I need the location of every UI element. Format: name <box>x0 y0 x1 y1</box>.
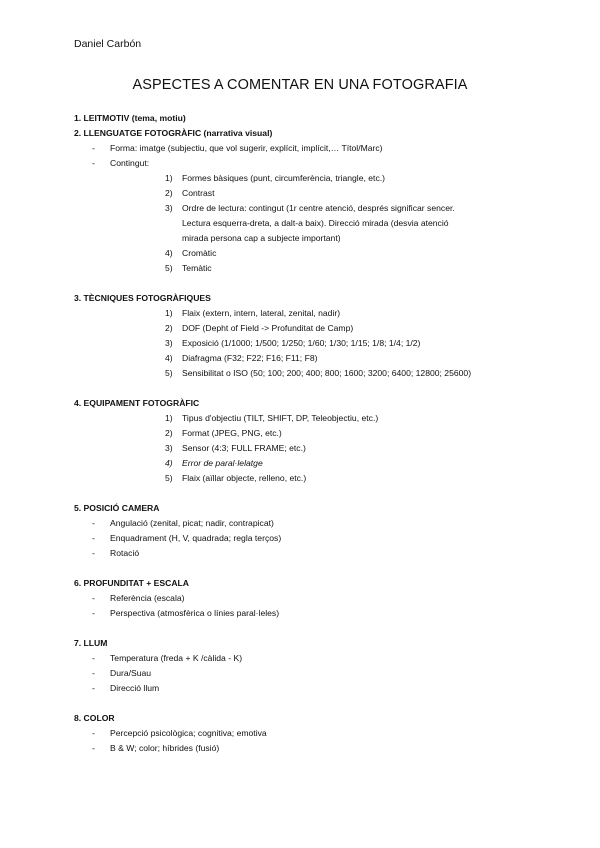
list-item: - B & W; color; híbrides (fusió) <box>92 743 220 753</box>
list-item: - Forma: imatge (subjectiu, que vol sugerir, explícit, implícit,… Títol/Marc) <box>92 143 383 153</box>
numbered-item: 5) Flaix (aïllar objecte, relleno, etc.) <box>165 473 307 483</box>
numbered-item: 3) Exposició (1/1000; 1/500; 1/250; 1/60; 1/30; 1/15; 1/8; 1/4; 1/2) <box>165 338 421 348</box>
document-body <box>74 111 544 756</box>
section-heading-color: 8. COLOR <box>74 713 115 723</box>
list-item: - Temperatura (freda + K /càlida - K) <box>92 653 243 663</box>
list-item: - Dura/Suau <box>92 668 152 678</box>
numbered-item-continuation: Lectura esquerra-dreta, a dalt-a baix). Direcció mirada (desvia atenció <box>182 218 449 228</box>
list-item: - Enquadrament (H, V, quadrada; regla terços) <box>92 533 282 543</box>
numbered-item: 2) DOF (Depht of Field -> Profunditat de Camp) <box>165 323 354 333</box>
numbered-item: 3) Sensor (4:3; FULL FRAME; etc.) <box>165 443 306 453</box>
numbered-item: 1) Flaix (extern, intern, lateral, zenital, nadir) <box>165 308 341 318</box>
list-item: - Percepció psicològica; cognitiva; emotiva <box>92 728 267 738</box>
document-title: ASPECTES A COMENTAR EN UNA FOTOGRAFIA <box>132 77 468 93</box>
section-heading-leitmotiv: 1. LEITMOTIV (tema, motiu) <box>74 113 186 123</box>
list-item: - Contingut: <box>92 158 150 168</box>
numbered-item-continuation: mirada persona cap a subjecte important) <box>182 233 341 243</box>
list-item: - Perspectiva (atmosfèrica o línies paral·leles) <box>92 608 280 618</box>
numbered-item: 3) Ordre de lectura: contingut (1r centre atenció, després significar sencer. <box>165 203 455 213</box>
section-heading-profunditat: 6. PROFUNDITAT + ESCALA <box>74 578 189 588</box>
section-heading-llenguatge: 2. LLENGUATGE FOTOGRÀFIC (narrativa visual) <box>74 128 273 138</box>
numbered-item: 4) Diafragma (F32; F22; F16; F11; F8) <box>165 353 318 363</box>
numbered-item: 5) Temàtic <box>165 263 212 273</box>
list-item: - Direcció llum <box>92 683 160 693</box>
numbered-item: 1) Formes bàsiques (punt, circumferència, triangle, etc.) <box>165 173 385 183</box>
numbered-item: 2) Contrast <box>165 188 215 198</box>
list-item: - Angulació (zenital, picat; nadir, contrapicat) <box>92 518 274 528</box>
list-item: - Rotació <box>92 548 140 558</box>
section-heading-posicio: 5. POSICIÓ CAMERA <box>74 503 160 513</box>
section-heading-tecniques: 3. TÈCNIQUES FOTOGRÀFIQUES <box>74 293 211 303</box>
section-heading-equipament: 4. EQUIPAMENT FOTOGRÀFIC <box>74 398 200 408</box>
numbered-item: 5) Sensibilitat o ISO (50; 100; 200; 400; 800; 1600; 3200; 6400; 12800; 25600) <box>165 368 472 378</box>
numbered-item: 4) Cromàtic <box>165 248 217 258</box>
list-item: - Referència (escala) <box>92 593 185 603</box>
numbered-item: 1) Tipus d'objectiu (TILT, SHIFT, DP, Teleobjectiu, etc.) <box>165 413 379 423</box>
numbered-item: 2) Format (JPEG, PNG, etc.) <box>165 428 282 438</box>
author-name: Daniel Carbón <box>74 38 142 50</box>
section-heading-llum: 7. LLUM <box>74 638 108 648</box>
numbered-item: 4) Error de paral·lelatge <box>165 458 263 468</box>
